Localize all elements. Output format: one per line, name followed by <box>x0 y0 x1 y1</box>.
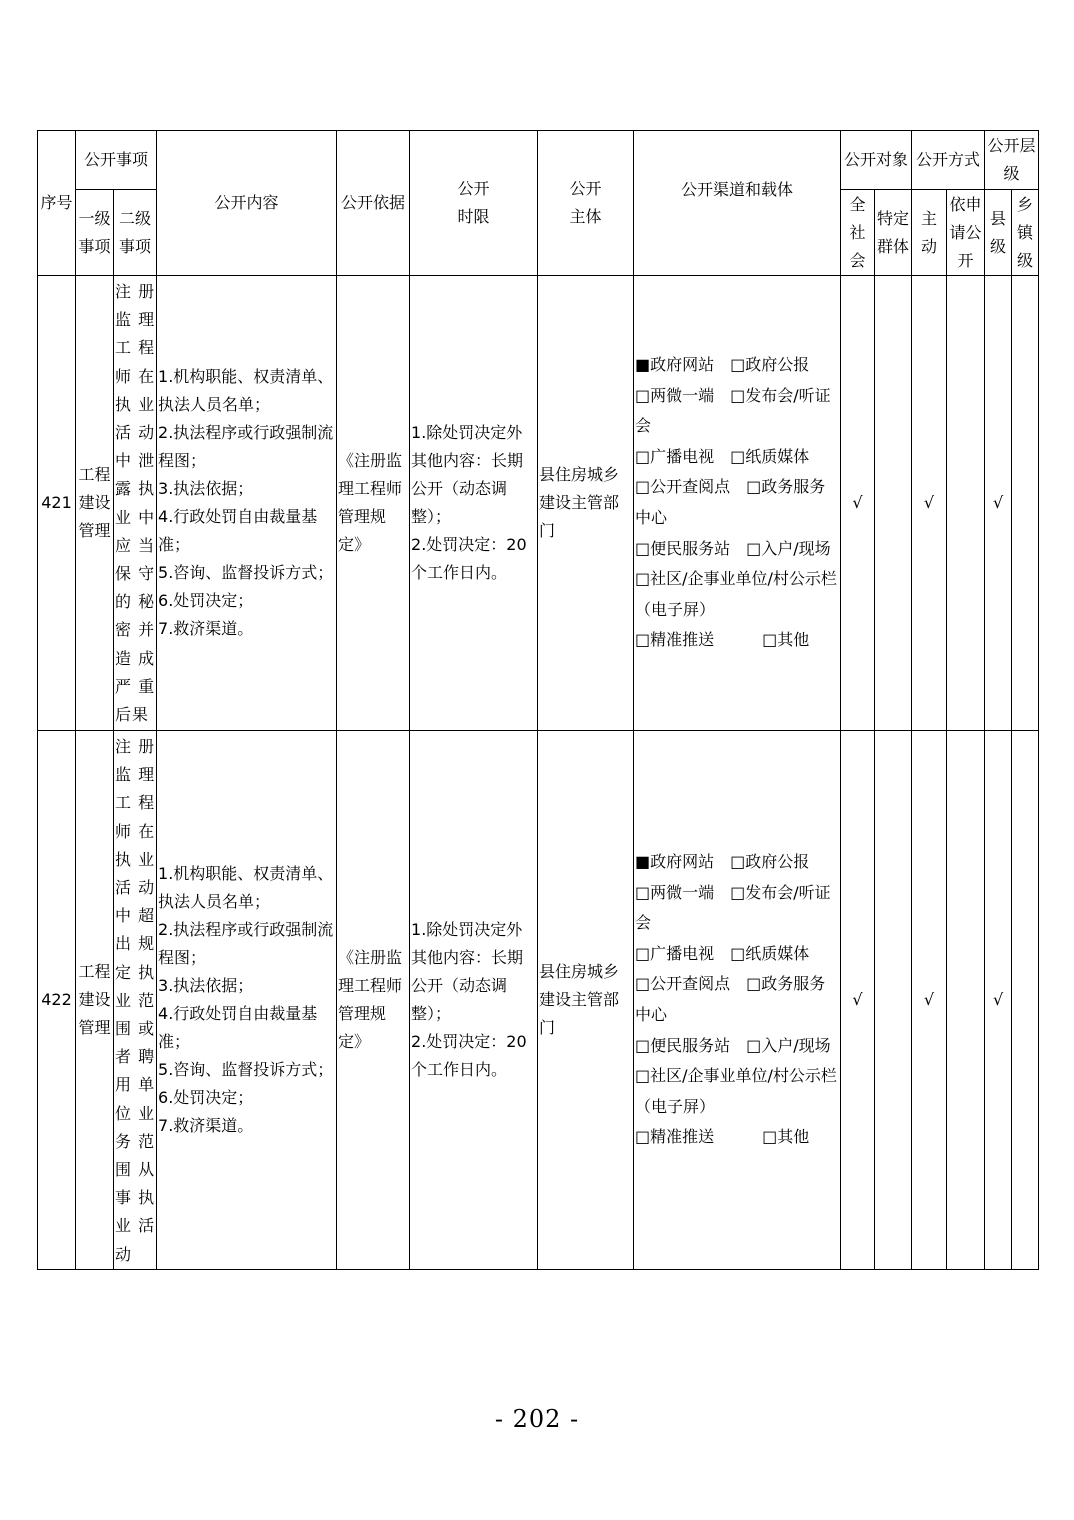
row-channels: ■政府网站 □政府公报 □两微一端 □发布会/听证会 □广播电视 □纸质媒体 □公开查阅点 □政务服务中心 □便民服务站 □入户/现场 □社区/企事业单位/村公示栏（电子屏） □精准推送 □其他 <box>634 276 841 731</box>
row-time-limit: 1.除处罚决定外其他内容：长期公开（动态调整）； 2.处罚决定：20个工作日内。 <box>410 731 538 1270</box>
header-specific-group: 特定 群体 <box>875 190 912 276</box>
row-seq: 422 <box>38 731 76 1270</box>
row-level2: 注 册 监 理 工 程 师 在 执 业 活 动 中 超 出 规 定 执 业 范 围 或 者 聘 用 单 位 业 务 范 围 从 事 执 业 活 动 <box>114 731 157 1270</box>
table-row <box>38 276 1039 731</box>
row-whole-society: √ <box>841 276 875 731</box>
row-active: √ <box>912 276 947 731</box>
row-channels: ■政府网站 □政府公报 □两微一端 □发布会/听证会 □广播电视 □纸质媒体 □公开查阅点 □政务服务中心 □便民服务站 □入户/现场 □社区/企事业单位/村公示栏（电子屏） □精准推送 □其他 <box>634 731 841 1270</box>
row-time-limit: 1.除处罚决定外其他内容：长期公开（动态调整）； 2.处罚决定：20个工作日内。 <box>410 276 538 731</box>
header-time-limit: 公开 时限 <box>410 131 538 276</box>
header-subject: 公开 主体 <box>538 131 634 276</box>
row-county: √ <box>985 276 1012 731</box>
header-township: 乡 镇 级 <box>1012 190 1039 276</box>
row-on-request <box>947 276 985 731</box>
header-active: 主 动 <box>912 190 947 276</box>
header-public-item: 公开事项 <box>76 131 157 190</box>
row-level1: 工程 建设 管理 <box>76 731 114 1270</box>
header-target: 公开对象 <box>841 131 912 190</box>
header-method: 公开方式 <box>912 131 985 190</box>
header-level1: 一级 事项 <box>76 190 114 276</box>
disclosure-table <box>37 130 1039 1270</box>
header-basis: 公开依据 <box>337 131 410 276</box>
row-active: √ <box>912 731 947 1270</box>
row-basis: 《注册监理工程师管理规定》 <box>337 731 410 1270</box>
row-specific-group <box>875 276 912 731</box>
header-level: 公开层 级 <box>985 131 1039 190</box>
header-on-request: 依申 请公 开 <box>947 190 985 276</box>
row-subject: 县住房城乡建设主管部门 <box>538 731 634 1270</box>
header-county: 县 级 <box>985 190 1012 276</box>
row-basis: 《注册监理工程师管理规定》 <box>337 276 410 731</box>
header-channel: 公开渠道和载体 <box>634 131 841 276</box>
row-whole-society: √ <box>841 731 875 1270</box>
row-county: √ <box>985 731 1012 1270</box>
row-township <box>1012 276 1039 731</box>
row-seq: 421 <box>38 276 76 731</box>
row-subject: 县住房城乡建设主管部门 <box>538 276 634 731</box>
header-content: 公开内容 <box>157 131 337 276</box>
header-whole-society: 全 社 会 <box>841 190 875 276</box>
row-township <box>1012 731 1039 1270</box>
row-level1: 工程 建设 管理 <box>76 276 114 731</box>
page-number: - 202 - <box>494 1405 580 1433</box>
row-specific-group <box>875 731 912 1270</box>
row-on-request <box>947 731 985 1270</box>
table-row <box>38 731 1039 1270</box>
row-content: 1.机构职能、权责清单、执法人员名单； 2.执法程序或行政强制流程图； 3.执法依据； 4.行政处罚自由裁量基准； 5.咨询、监督投诉方式； 6.处罚决定； 7.救济渠道。 <box>157 276 337 731</box>
header-level2: 二级 事项 <box>114 190 157 276</box>
header-seq: 序号 <box>38 131 76 276</box>
row-content: 1.机构职能、权责清单、执法人员名单； 2.执法程序或行政强制流程图； 3.执法依据； 4.行政处罚自由裁量基准； 5.咨询、监督投诉方式； 6.处罚决定； 7.救济渠道。 <box>157 731 337 1270</box>
row-level2: 注 册 监 理 工 程 师 在 执 业 活 动 中 泄 露 执 业 中 应 当 保 守 的 秘 密 并 造 成 严 重 后果 <box>114 276 157 731</box>
